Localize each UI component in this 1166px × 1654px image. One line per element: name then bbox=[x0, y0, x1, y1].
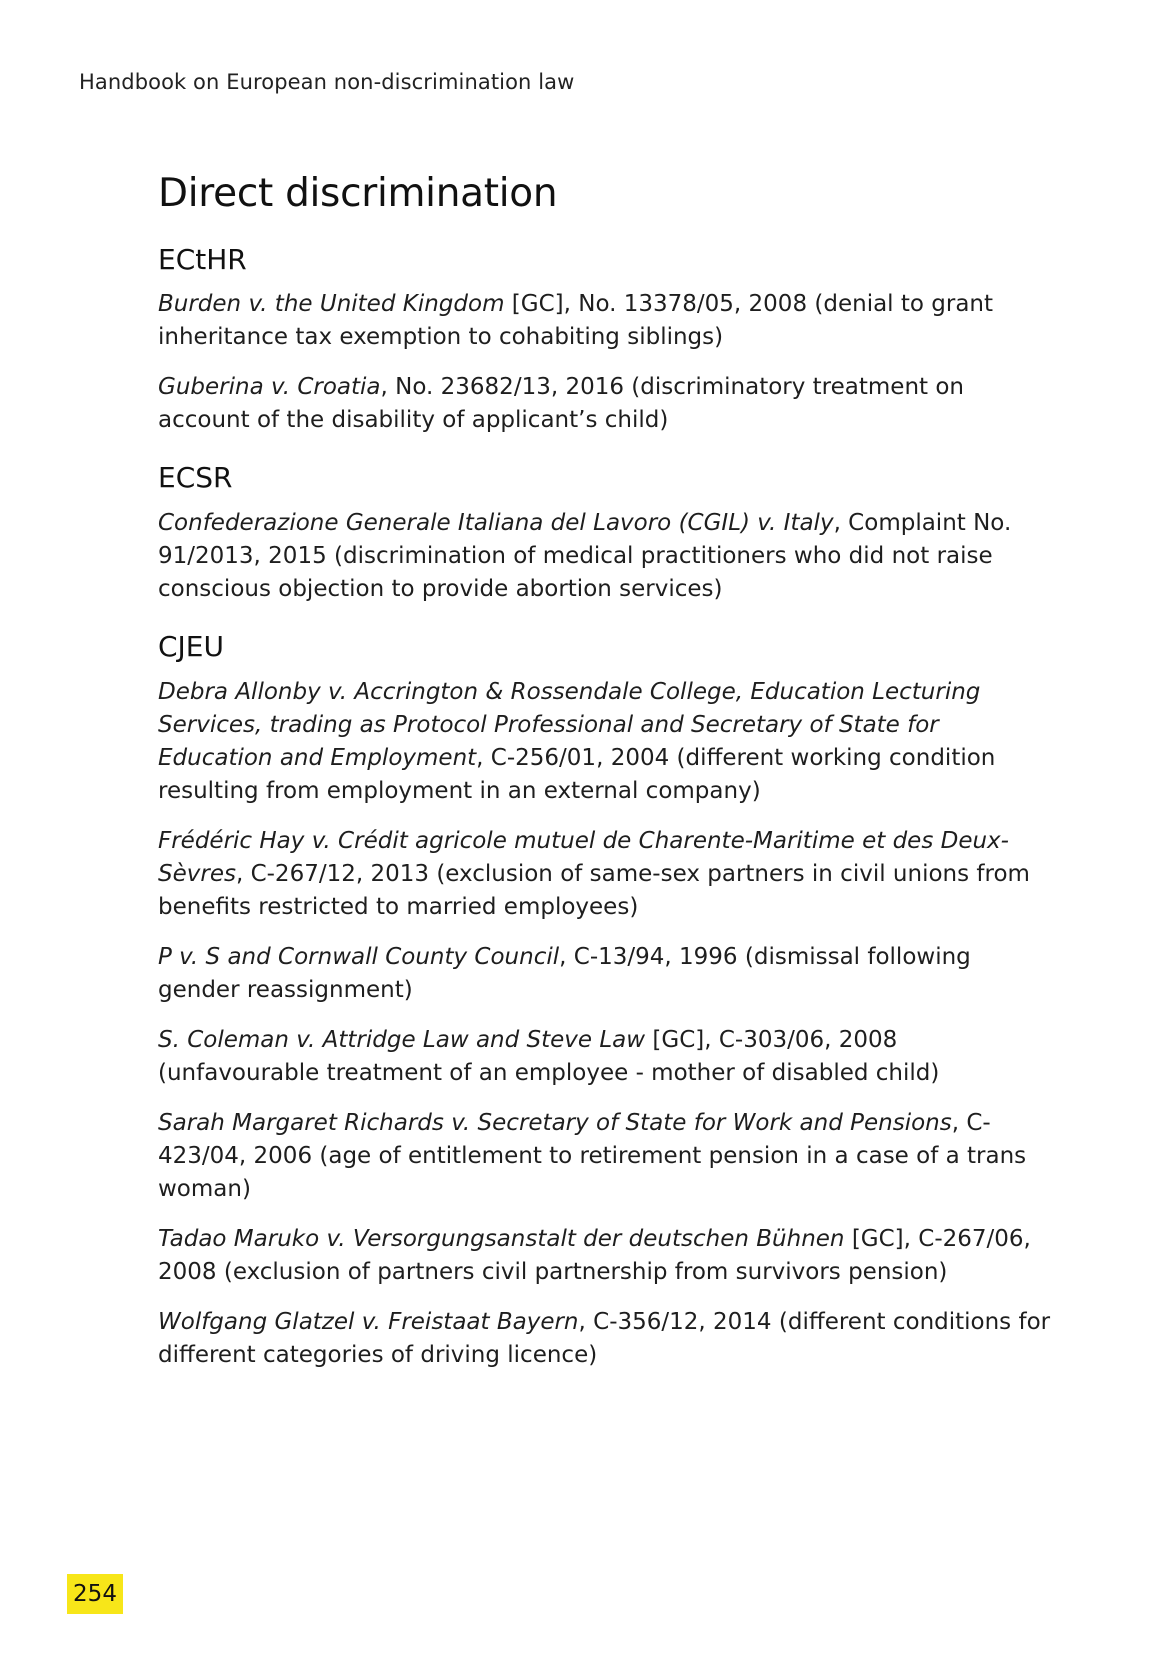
case-name: Debra Allonby v. Accrington & Rossendale College, Education Lecturing Services, trading as Protocol Professional and Secretary of State for Education and Employment bbox=[158, 678, 981, 771]
case-entry bbox=[158, 507, 1058, 606]
case-entry bbox=[158, 1024, 1058, 1090]
section-heading: ECtHR bbox=[158, 242, 247, 276]
case-name: Confederazione Generale Italiana del Lavoro (CGIL) v. Italy bbox=[158, 510, 834, 537]
page-content bbox=[158, 172, 1058, 1389]
case-details: , C-256/01, 2004 (different working condition resulting from employment in an external company) bbox=[158, 744, 996, 804]
section-ecsr bbox=[158, 461, 1058, 606]
case-name: Wolfgang Glatzel v. Freistaat Bayern bbox=[158, 1308, 579, 1335]
case-name: P v. S and Cornwall County Council bbox=[158, 943, 560, 970]
case-details: , No. 23682/13, 2016 (discriminatory treatment on account of the disability of applicant’s child) bbox=[158, 374, 965, 434]
running-header: Handbook on European non-discrimination law bbox=[79, 70, 575, 94]
case-entry bbox=[158, 371, 1058, 437]
case-entry bbox=[158, 1223, 1058, 1289]
case-details: , C-267/12, 2013 (exclusion of same-sex partners in civil unions from benefits restricted to married employees) bbox=[158, 860, 1030, 920]
case-details: , C-423/04, 2006 (age of entitlement to retirement pension in a case of a trans woman) bbox=[158, 1109, 1027, 1202]
case-details: , C-356/12, 2014 (different conditions for different categories of driving licence) bbox=[158, 1308, 1051, 1368]
case-entry bbox=[158, 1107, 1058, 1206]
case-entry bbox=[158, 1306, 1058, 1372]
case-details: [GC], No. 13378/05, 2008 (denial to grant inheritance tax exemption to cohabiting siblings) bbox=[158, 291, 994, 351]
page-number: 254 bbox=[67, 1574, 123, 1614]
page-title: Direct discrimination bbox=[158, 171, 558, 216]
case-name: Burden v. the United Kingdom bbox=[158, 291, 505, 318]
case-name: Sarah Margaret Richards v. Secretary of State for Work and Pensions bbox=[158, 1109, 952, 1136]
case-details: [GC], C-303/06, 2008 (unfavourable treatment of an employee - mother of disabled child) bbox=[158, 1026, 940, 1086]
section-cjeu bbox=[158, 630, 1058, 1372]
case-entry bbox=[158, 676, 1058, 808]
case-details: , C-13/94, 1996 (dismissal following gender reassignment) bbox=[158, 943, 971, 1003]
case-entry bbox=[158, 941, 1058, 1007]
case-details: , Complaint No. 91/2013, 2015 (discrimination of medical practitioners who did not raise conscious objection to provide abortion services) bbox=[158, 510, 1012, 603]
section-ecthr bbox=[158, 243, 1058, 438]
case-name: Guberina v. Croatia bbox=[158, 374, 381, 401]
case-name: S. Coleman v. Attridge Law and Steve Law bbox=[158, 1026, 646, 1053]
section-heading: CJEU bbox=[158, 630, 224, 664]
case-entry bbox=[158, 288, 1058, 354]
case-name: Tadao Maruko v. Versorgungsanstalt der deutschen Bühnen bbox=[158, 1225, 845, 1252]
case-details: [GC], C-267/06, 2008 (exclusion of partners civil partnership from survivors pension) bbox=[158, 1225, 1031, 1285]
case-entry bbox=[158, 825, 1058, 924]
case-name: Frédéric Hay v. Crédit agricole mutuel de Charente-Maritime et des Deux-Sèvres bbox=[158, 827, 1009, 887]
section-heading: ECSR bbox=[158, 461, 233, 495]
